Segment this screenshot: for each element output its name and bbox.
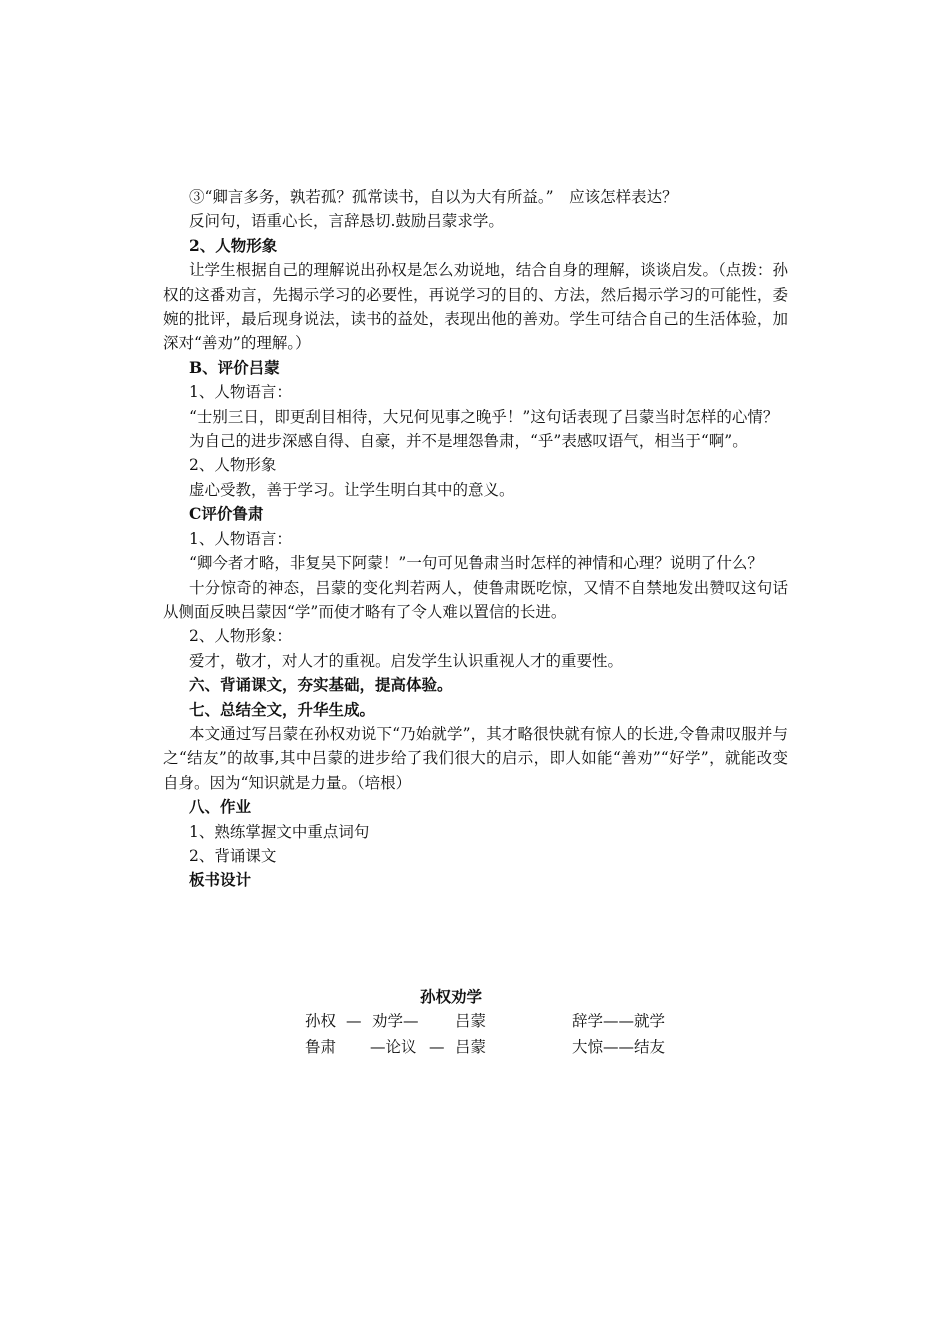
paragraph: 2、人物形象： xyxy=(189,627,292,646)
section-heading: 八、作业 xyxy=(189,797,252,817)
board-cell: 鲁肃 xyxy=(305,1038,337,1056)
paragraph: 1、熟练掌握文中重点词句 xyxy=(189,822,370,841)
paragraph: 2、人物形象 xyxy=(189,456,277,475)
paragraph: 爱才，敬才，对人才的重视。启发学生认识重视人才的重要性。 xyxy=(189,651,624,670)
board-cell: 劝学— xyxy=(372,1012,419,1030)
paragraph: 十分惊奇的神态，吕蒙的变化判若两人，使鲁肃既吃惊，又情不自禁地发出赞叹这句话从侧面反映吕蒙因“学”而使才略有了令人难以置信的长进。 xyxy=(163,578,788,621)
paragraph: 反问句，语重心长，言辞恳切.鼓励吕蒙求学。 xyxy=(189,212,504,231)
board-cell: 大惊——结友 xyxy=(572,1038,666,1056)
board-cell: 辞学——就学 xyxy=(572,1012,666,1030)
board-row-2 xyxy=(0,1034,950,1060)
paragraph: 本文通过写吕蒙在孙权劝说下“乃始就学”，其才略很快就有惊人的长进,令鲁肃叹服并与之“结友”的故事,其中吕蒙的进步给了我们很大的启示，即人如能“善劝”“好学”，就能改变自身。因为“知识就是力量。（培根） xyxy=(163,724,788,792)
board-cell: — xyxy=(346,1012,362,1030)
board-title: 孙权劝学 xyxy=(420,987,483,1006)
paragraph: 1、人物语言： xyxy=(189,529,292,548)
paragraph: 2、背诵课文 xyxy=(189,846,277,865)
board-cell: 吕蒙 xyxy=(455,1012,487,1030)
paragraph: 1、人物语言： xyxy=(189,383,292,402)
paragraph: 为自己的进步深感自得、自豪，并不是埋怨鲁肃，“乎”表感叹语气，相当于“啊”。 xyxy=(189,432,748,451)
paragraph: 让学生根据自己的理解说出孙权是怎么劝说地，结合自身的理解，谈谈启发。（点拨：孙权的这番劝言，先揭示学习的必要性，再说学习的目的、方法，然后揭示学习的可能性，委婉的批评，最后现身说法，读书的益处，表现出他的善劝。学生可结合自己的生活体验，加深对“善劝”的理解。） xyxy=(163,261,788,353)
paragraph: 虚心受教，善于学习。让学生明白其中的意义。 xyxy=(189,480,515,499)
section-heading: B、评价吕蒙 xyxy=(189,357,280,377)
lesson-body xyxy=(163,185,788,893)
section-heading: 2、人物形象 xyxy=(189,235,278,255)
paragraph: ③“卿言多务，孰若孤？孤常读书，自以为大有所益。” 应该怎样表达？ xyxy=(189,188,678,206)
paragraph: “卿今者才略，非复吴下阿蒙！”一句可见鲁肃当时怎样的神情和心理？说明了什么？ xyxy=(189,554,763,573)
paragraph: “士别三日，即更刮目相待，大兄何见事之晚乎！”这句话表现了吕蒙当时怎样的心情？ xyxy=(189,407,779,426)
board-cell: — xyxy=(429,1038,445,1056)
section-heading: 板书设计 xyxy=(189,870,252,890)
board-row-1 xyxy=(0,1008,950,1034)
section-heading: C评价鲁肃 xyxy=(189,504,264,524)
board-cell: —论议 xyxy=(370,1038,417,1056)
board-cell: 孙权 xyxy=(305,1012,337,1030)
section-heading: 七、总结全文，升华生成。 xyxy=(189,699,376,719)
section-heading: 六、背诵课文，夯实基础，提高体验。 xyxy=(189,675,453,695)
board-cell: 吕蒙 xyxy=(455,1038,487,1056)
